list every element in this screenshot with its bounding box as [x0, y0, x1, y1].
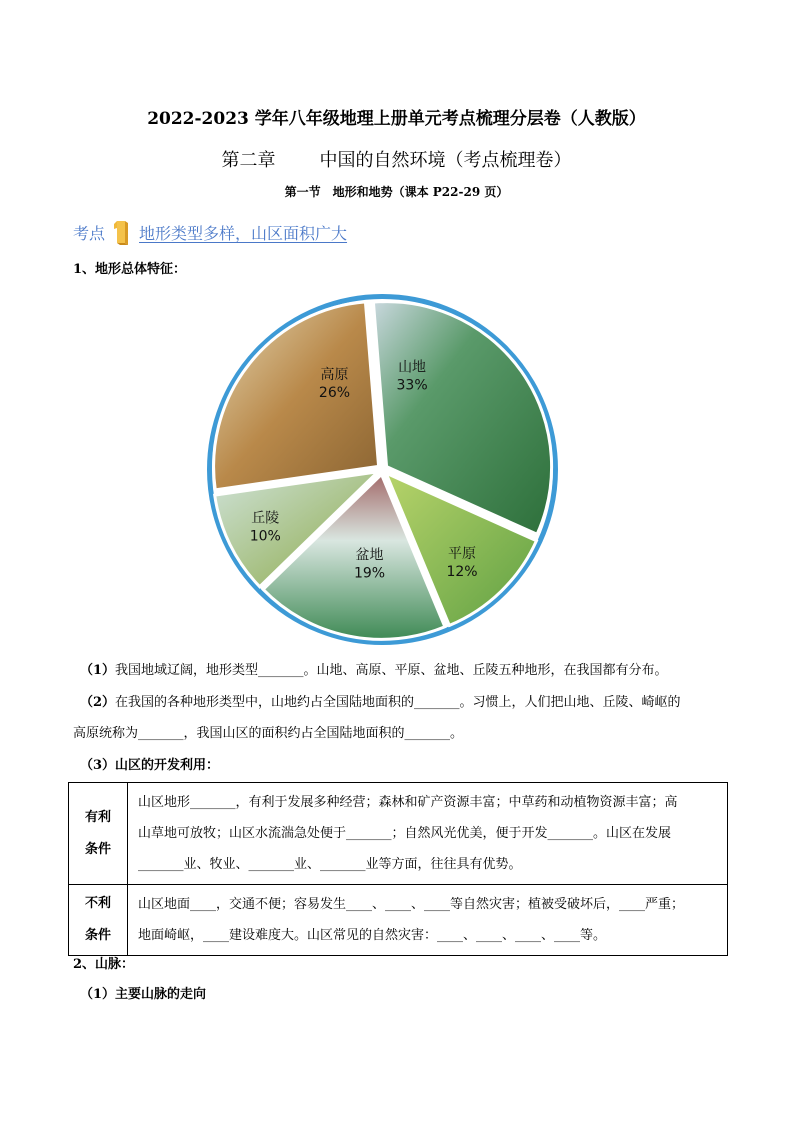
pie-label-name: 丘陵 — [251, 510, 280, 527]
pie-label-name: 高原 — [320, 367, 349, 384]
terrain-pie-chart — [205, 292, 560, 647]
question-1 — [80, 656, 730, 686]
chapter-title — [0, 146, 793, 172]
question-2 — [80, 688, 730, 718]
advantages-label: 有利 条件 — [69, 783, 128, 885]
advantages-content: 山区地形_______，有利于发展多种经营；森林和矿产资源丰富；中草药和动植物资源丰富；高 山草地可放牧；山区水流湍急处便于_______；自然风光优美，便于开发_______。山区在发展 _______业、牧业、_______业、_______业等方面，往往具有优势。 — [128, 783, 728, 885]
chapter-name: 中国的自然环境（考点梳理卷） — [319, 150, 572, 171]
pie-slice-5 — [214, 302, 379, 490]
section-title: 第一节 地形和地势（课本 P22-29 页） — [284, 185, 509, 199]
pie-label-percent: 19% — [353, 565, 386, 582]
question-2-cont: 高原统称为_______，我国山区的面积约占全国陆地面积的_______。 — [73, 726, 464, 741]
pie-label-name: 平原 — [448, 545, 477, 562]
question-2-line1: 在我国的各种地形类型中，山地约占全国陆地面积的_______。习惯上，人们把山地、丘陵、崎岖的 — [115, 695, 681, 710]
pie-label-percent: 10% — [249, 528, 281, 545]
section1-heading: 1、地形总体特征： — [73, 262, 187, 277]
kaodian-label: 考点 — [73, 223, 106, 243]
question-2-number: （2） — [80, 695, 116, 710]
mountain-conditions-table — [68, 782, 728, 956]
pie-label-percent: 33% — [396, 377, 428, 394]
chapter-number: 第二章 — [221, 150, 276, 171]
disadvantages-label: 不利 条件 — [69, 885, 128, 956]
table-row-advantages — [69, 783, 728, 885]
section2-heading: 2、山脉： — [73, 957, 135, 972]
kaodian-number-badge — [113, 219, 129, 245]
kaodian-banner — [73, 218, 347, 246]
pie-label-name: 山地 — [398, 359, 427, 376]
kaodian-topic: 地形类型多样，山区面积广大 — [139, 223, 348, 243]
section2-subheading: （1）主要山脉的走向 — [80, 987, 207, 1002]
table-row-disadvantages — [69, 885, 728, 956]
pie-label-percent: 26% — [318, 385, 351, 402]
disadvantages-content: 山区地面____，交通不便；容易发生____、____、____等自然灾害；植被受破坏后，____严重； 地面崎岖，____建设难度大。山区常见的自然灾害：____、____、____、____等。 — [128, 885, 728, 956]
question-1-text: 我国地域辽阔，地形类型_______。山地、高原、平原、盆地、丘陵五种地形，在我国都有分布。 — [115, 663, 668, 678]
document-title: 2022-2023 学年八年级地理上册单元考点梳理分层卷（人教版） — [147, 109, 646, 129]
question-3-heading: （3）山区的开发利用： — [80, 758, 220, 773]
pie-label-percent: 12% — [446, 563, 478, 580]
pie-label-name: 盆地 — [355, 547, 384, 564]
question-1-number: （1） — [80, 663, 116, 678]
